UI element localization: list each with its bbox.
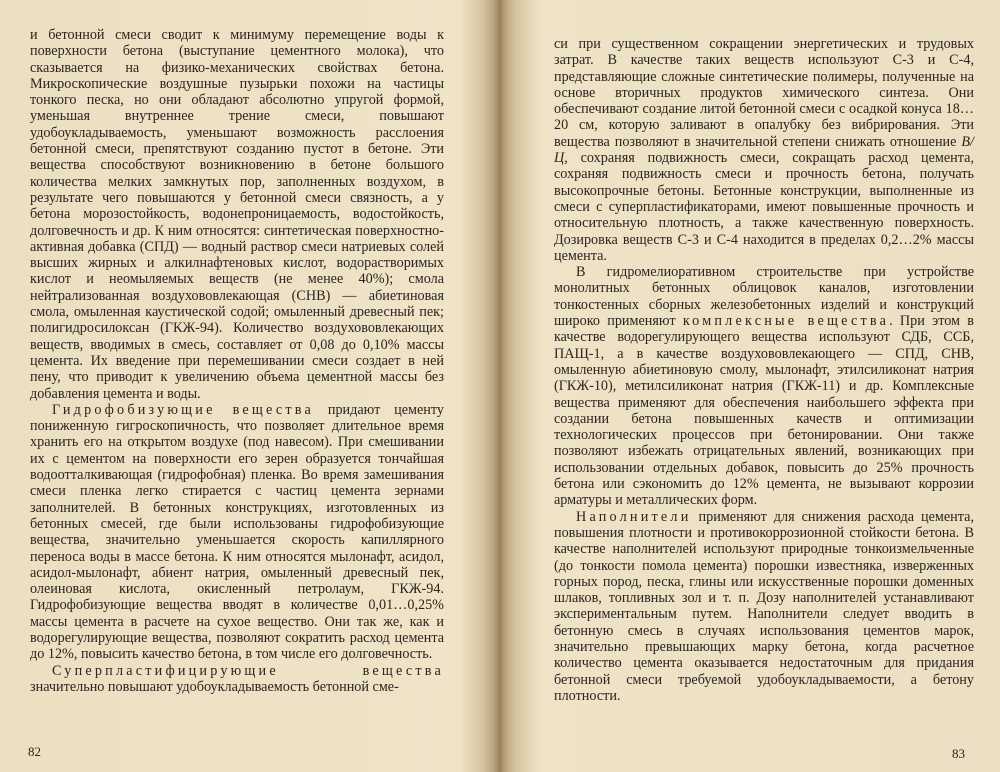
- spaced-term: комплексные вещества: [682, 313, 890, 330]
- spaced-term: Суперпластифицирующие вещества: [52, 662, 444, 679]
- right-page-text: [554, 36, 974, 704]
- page-number: 82: [28, 744, 41, 759]
- paragraph-text: . При этом в качестве водорегулирующего вещества используют СДБ, ССБ, ПАЩ-1, а в качестве воздухововлекающего — СПД, СНВ, омыленную абиетиновую смолу, мылонафт, этилсиликонат натрия (ГКЖ-10), метилсиликонат натрия (ГКЖ-11) и др. Комплексные вещества применяют для обеспечения наибольшего эффекта при создании бетона повышенных качеств и оптимизации технологических процессов при бетонировании. Они также позволяют избежать отрицательных явлений, возникающих при использовании отдельных добавок, повысить до 25% прочность бетона или сэкономить до 12% цемента, не вызывают коррозии арматуры и металлических форм.: [554, 313, 974, 509]
- paragraph-text: В гидромелиоративном строительстве при устройстве монолитных бетонных облицовок каналов, изготовлении тонкостенных сборных железобетонных изделий и конструкций широко применяют: [554, 264, 974, 330]
- paragraph-text: значительно повышают удобоукладываемость бетонной сме-: [30, 678, 399, 695]
- paragraph: [554, 36, 974, 264]
- right-page: [506, 0, 1000, 772]
- paragraph-text: и бетонной смеси сводит к минимуму перемещение воды к поверхности бетона (выступание цементного молока), что сказывается на физико-механических свойствах бетона. Микроскопические воздушные пузырьки похожи на частицы тонкого песка, но они обладают абсолютно упругой формой, уменьшая внутреннее трение смеси, повышают удобоукладываемость, уменьшают возможность расслоения бетонной смеси, препятствуют созданию пустот в бетоне. Эти вещества способствуют возникновению в бетоне большого количества мелких замкнутых пор, заполненных воздухом, в результате чего повышаются у бетонной смеси связность, а у бетона морозостойкость, водонепроницаемость, водостойкость, долговечность и др. К ним относятся: синтетическая поверхностно-активная добавка (СПД) — водный раствор смеси натриевых солей высших жирных и алкилнафтеновых кислот, водорастворимых кислот и неомыляемых веществ (не менее 40%); смола нейтрализованная воздухововлекающая (СНВ) — абиетиновая смола, омыленная каустической содой; омыленный древесный пек; полигидросилоксан (ГКЖ-94). Количество воздухововлекающих веществ, вводимых в смесь, составляет от 0,08 до 0,10% массы цемента. Их введение при перемешивании смеси создает в ней пену, что приводит к увеличению объема цементной массы без добавления цемента и воды.: [30, 27, 444, 402]
- paragraph-text: применяют для снижения расхода цемента, повышения плотности и противокоррозионной стойкости бетона. В качестве наполнителей используют природные тонкоизмельченные (до тонкости помола цемента) порошки известняка, изверженных горных пород, песка, глины или искусственные порошки доменных шлаков, топливных зол и т. п. Дозу наполнителей устанавливают экспериментальным путем. Наполнители следует вводить в бетонную смесь в случаях использования цементов марок, значительно превышающих марку бетона, когда расчетное количество цемента оказывается недостаточным для придания бетонной смеси требуемой удобоукладываемости, а бетону плотности.: [554, 508, 974, 704]
- spaced-term: Гидрофобизующие вещества: [52, 401, 315, 418]
- left-page: [0, 0, 494, 772]
- paragraph-text: си при существенном сокращении энергетических и трудовых затрат. В качестве таких веществ используют С-3 и С-4, представляющие сложные синтетические полимеры, полученные на основе вторичных продуктов химического синтеза. Они обеспечивают создание литой бетонной смеси с осадкой конуса 18…20 см, которую заливают в опалубку без вибрирования. Эти вещества позволяют в значительной степени снижать отношение: [554, 36, 974, 150]
- paragraph: [554, 509, 974, 705]
- paragraph: [554, 264, 974, 508]
- paragraph: [30, 27, 444, 402]
- spaced-term: Наполнители: [576, 508, 692, 525]
- paragraph-text: придают цементу пониженную гигроскопичность, что позволяет длительное время хранить его на открытом воздухе (под навесом). При смешивании их с цементом на поверхности его зерен образуется тончайшая водоотталкивающая (гидрофобная) пленка. Во время замешивания смеси пленка легко стирается с частиц цемента зернами заполнителей. В бетонных конструкциях, изготовленных из бетонных смесей, где были использованы гидрофобизующие вещества, значительно уменьшается скорость капиллярного переноса воды в массе бетона. К ним относятся мылонафт, асидол, асидол-мылонафт, абиент натрия, омыленный древесный пек, олеиновая кислота, окисленный петролаум, ГКЖ-94. Гидрофобизующие вещества вводят в количестве 0,01…0,25% массы цемента в расчете на сухое вещество. Они так же, как и водорегулирующие вещества, позволяют сократить расход цемента до 12%, повысить качество бетона, в том числе его долговечность.: [30, 401, 444, 663]
- page-number: 83: [952, 746, 965, 761]
- book-gutter: [484, 0, 516, 772]
- paragraph-text: , сохраняя подвижность смеси, сокращать расход цемента, сохраняя подвижность смеси и прочность бетона, получать высокопрочные бетоны. Бетонные конструкции, выполненные из смеси с суперпластификаторами, имеют повышенные прочность и относительную плотность, а также качественную поверхность. Дозировка веществ С-3 и С-4 находится в пределах 0,2…2% массы цемента.: [554, 150, 974, 264]
- ratio-symbol: В/Ц: [554, 133, 974, 167]
- paragraph: [30, 663, 444, 696]
- paragraph: [30, 402, 444, 663]
- left-page-text: [30, 27, 444, 695]
